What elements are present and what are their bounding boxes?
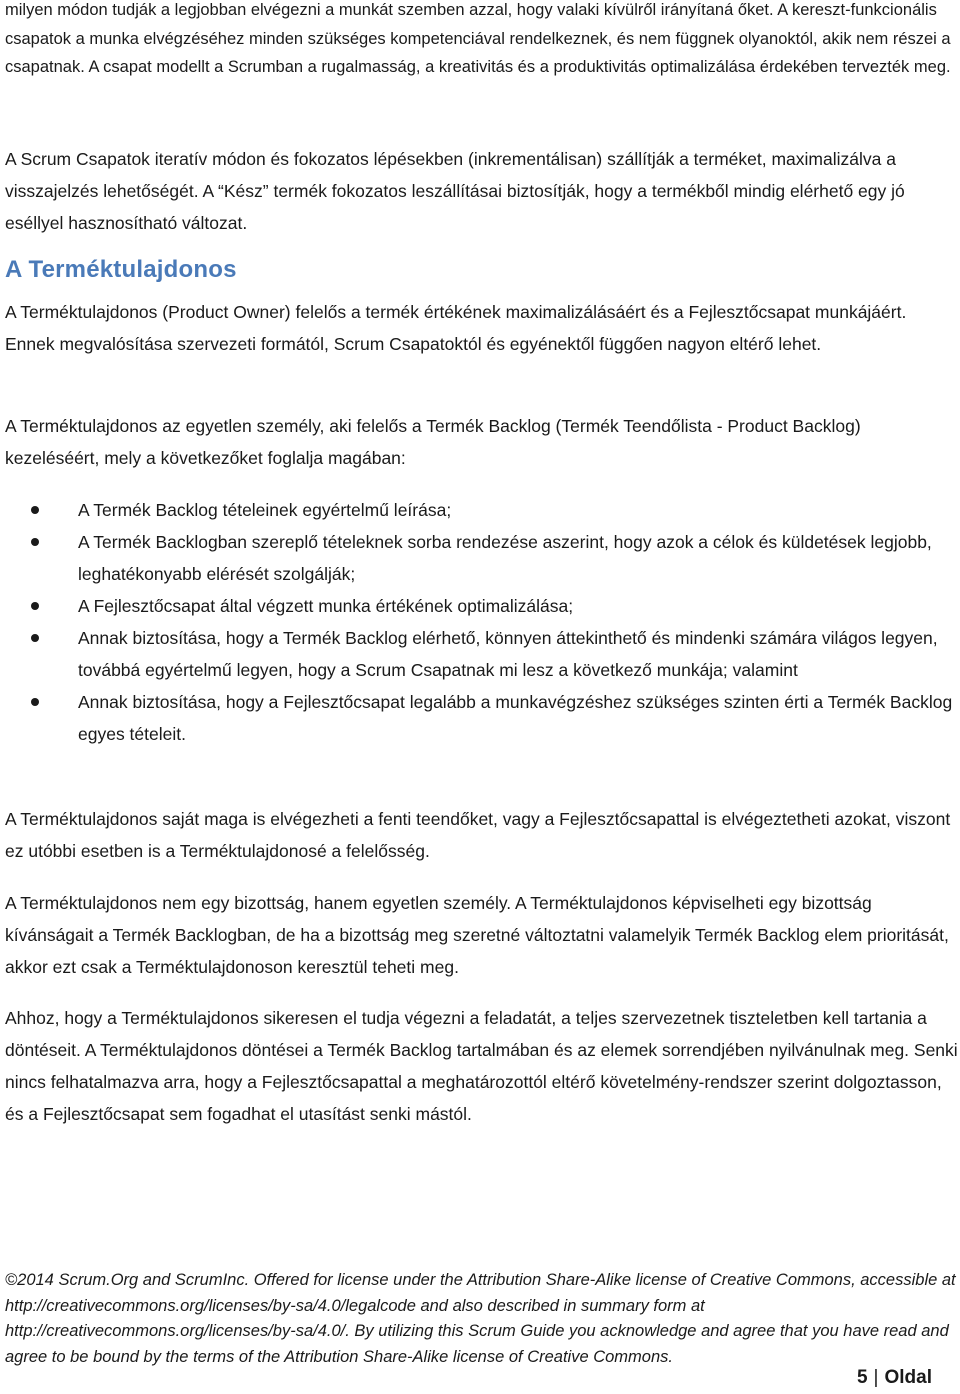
paragraph-po-responsibility: A Terméktulajdonos (Product Owner) felelős a termék értékének maximalizálásáért és a Fejlesztőcsapat munkájáért. Ennek megvalósítása szervezeti formától, Scrum Csapatoktól és egyénektől függően nagyon eltérő lehet. bbox=[5, 302, 907, 354]
page-number-value: 5 bbox=[856, 1367, 868, 1388]
bullet-icon bbox=[31, 602, 39, 610]
paragraph-po-authority: Ahhoz, hogy a Terméktulajdonos sikeresen el tudja végezni a feladatát, a teljes szervezetnek tiszteletben kell tartania a döntéseit. A Terméktulajdonos döntései a Termék Backlog tartalmában és az elemek sorrendjében nyilvánulnak meg. Senki nincs felhatalmazva arra, hogy a Fejlesztőcsapattal a meghatározottól eltérő követelmény-rendszer szerint dolgoztasson, és a Fejlesztőcsapat sem fogadhat el utasítást senki mástól. bbox=[5, 1008, 958, 1124]
page-number bbox=[857, 1367, 932, 1389]
page-number-separator: | bbox=[873, 1367, 879, 1388]
list-item-text: Annak biztosítása, hogy a Fejlesztőcsapat legalább a munkavégzéshez szükséges szinten érti a Termék Backlog egyes tételeit. bbox=[78, 692, 953, 744]
list-item-text: Annak biztosítása, hogy a Termék Backlog elérhető, könnyen áttekinthető és mindenki számára világos legyen, továbbá egyértelmű legyen, hogy a Scrum Csapatnak mi lesz a következő munkája; valamint bbox=[78, 628, 938, 680]
paragraph-po-delegation: A Terméktulajdonos saját maga is elvégezheti a fenti teendőket, vagy a Fejlesztőcsapattal is elvégeztetheti azokat, viszont ez utóbbi esetben is a Terméktulajdonosé a felelősség. bbox=[5, 809, 951, 861]
backlog-duties-list bbox=[5, 494, 955, 750]
list-item-text: A Termék Backlog tételeinek egyértelmű leírása; bbox=[78, 500, 452, 520]
paragraph-po-single-person: A Terméktulajdonos nem egy bizottság, hanem egyetlen személy. A Terméktulajdonos képviselheti egy bizottság kívánságait a Termék Backlogban, de ha a bizottság meg szeretné változtatni valamelyik Termék Backlog elem prioritását, akkor ezt csak a Terméktulajdonoson keresztül teheti meg. bbox=[5, 893, 949, 977]
list-item bbox=[5, 590, 955, 622]
list-item-text: A Fejlesztőcsapat által végzett munka értékének optimalizálása; bbox=[78, 596, 574, 616]
paragraph-iterative-delivery: A Scrum Csapatok iteratív módon és fokozatos lépésekben (inkrementálisan) szállítják a terméket, maximalizálva a visszajelzés lehetőségét. A “Kész” termék fokozatos leszállításai biztosítják, hogy a termékből mindig elérhető egy jó eséllyel hasznosítható változat. bbox=[5, 149, 905, 233]
bullet-icon bbox=[31, 698, 39, 706]
paragraph-team-model: milyen módon tudják a legjobban elvégezni a munkát szemben azzal, hogy valaki kívülről irányítaná őket. A kereszt-funkcionális csapatok a munka elvégzéséhez minden szükséges kompetenciával rendelkeznek, és nem függnek olyanoktól, akik nem részei a csapatnak. A csapat modellt a Scrumban a rugalmasság, a kreativitás és a produktivitás optimalizálása érdekében tervezték meg. bbox=[5, 1, 951, 76]
section-heading-product-owner: A Terméktulajdonos bbox=[5, 256, 237, 283]
license-footer: ©2014 Scrum.Org and ScrumInc. Offered for license under the Attribution Share-Alike license of Creative Commons, accessible at http://creativecommons.org/licenses/by-sa/4.0/legalcode and also described in summary form at http://creativecommons.org/licenses/by-sa/4.0/. By utilizing this Scrum Guide you acknowledge and agree that you have read and agree to be bound by the terms of the Attribution Share-Alike license of Creative Commons. bbox=[5, 1271, 956, 1366]
bullet-icon bbox=[31, 538, 39, 546]
list-item bbox=[5, 494, 955, 526]
bullet-icon bbox=[31, 634, 39, 642]
list-item bbox=[5, 622, 955, 686]
bullet-icon bbox=[31, 506, 39, 514]
paragraph-po-backlog: A Terméktulajdonos az egyetlen személy, aki felelős a Termék Backlog (Termék Teendőlista - Product Backlog) kezeléséért, mely a következőket foglalja magában: bbox=[5, 416, 861, 468]
list-item bbox=[5, 526, 955, 590]
list-item bbox=[5, 686, 955, 750]
page-label: Oldal bbox=[884, 1367, 932, 1388]
list-item-text: A Termék Backlogban szereplő tételeknek sorba rendezése aszerint, hogy azok a célok és küldetések legjobb, leghatékonyabb elérését szolgálják; bbox=[78, 532, 932, 584]
